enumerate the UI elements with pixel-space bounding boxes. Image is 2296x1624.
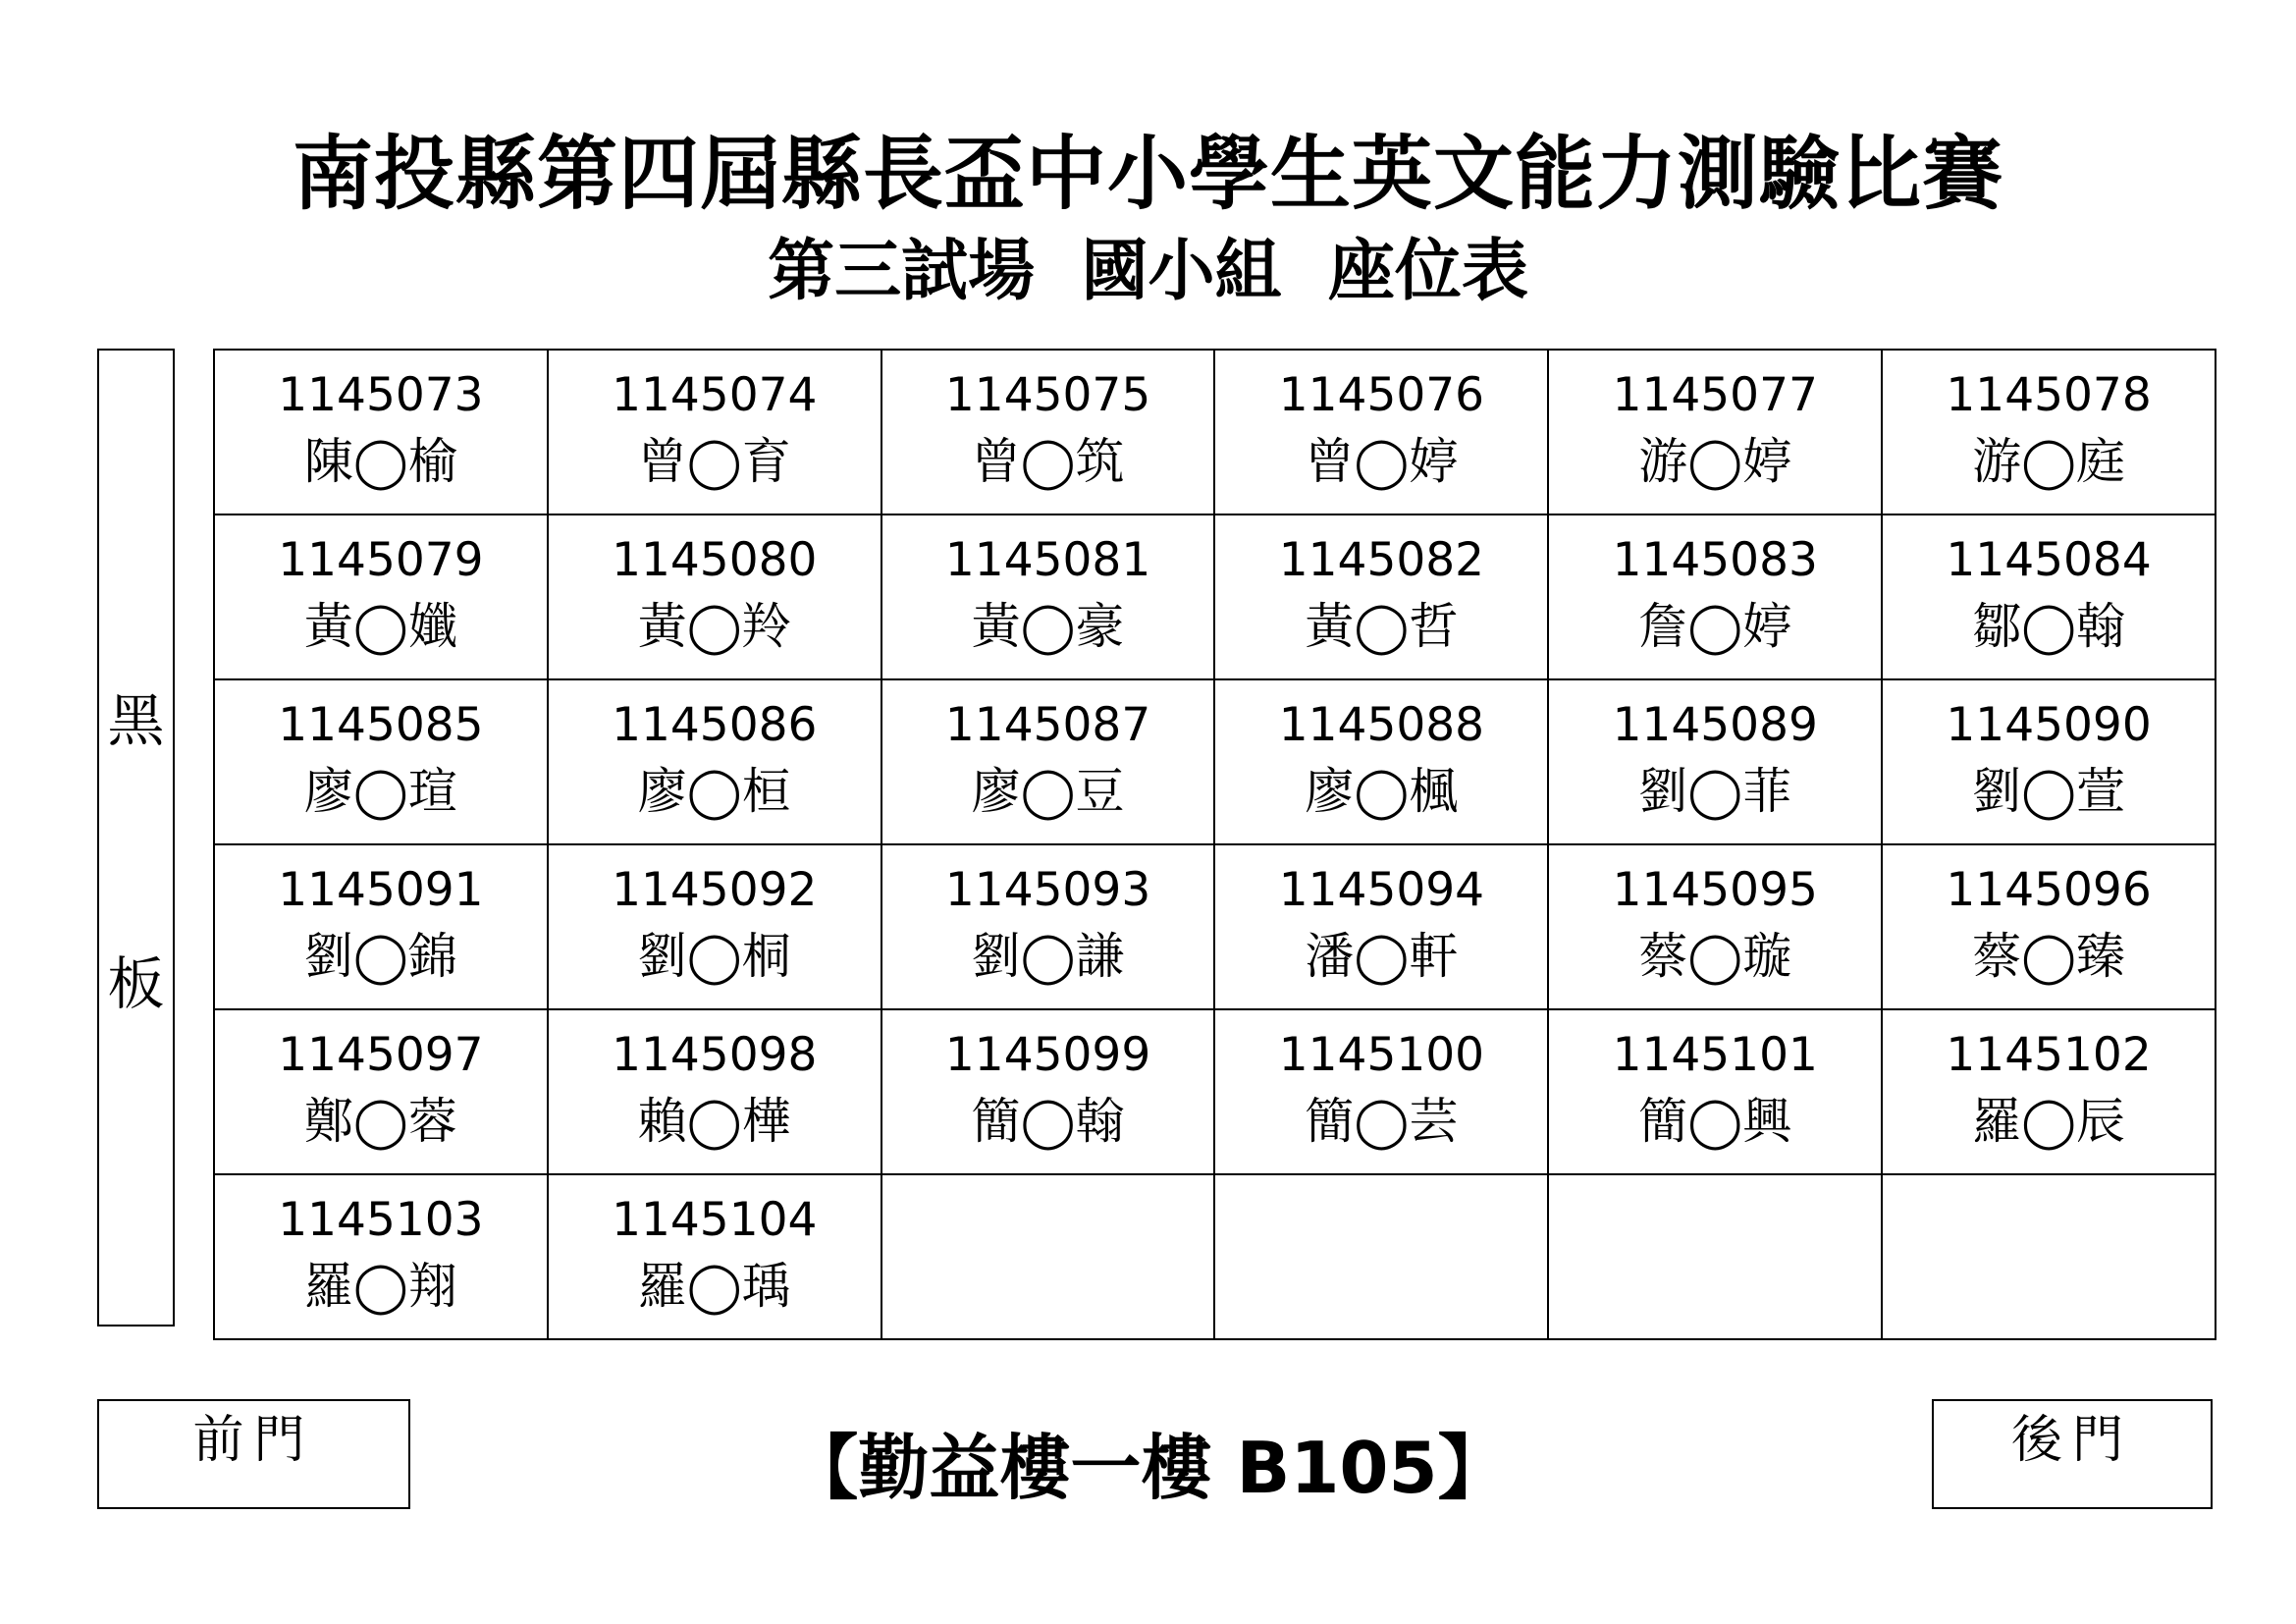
seat-cell (1882, 844, 2216, 1009)
seat-student-id: 1145097 (278, 1028, 484, 1082)
seat-student-id: 1145078 (1946, 368, 2152, 422)
seat-student-id: 1145081 (944, 533, 1151, 587)
seat-cell (1548, 679, 1882, 844)
seat-student-id: 1145093 (944, 863, 1151, 917)
blackboard-label-2: 板 (107, 950, 165, 1017)
seat-student-id: 1145100 (1278, 1028, 1485, 1082)
seat-student-id: 1145074 (612, 368, 818, 422)
seat-student-name: 詹◯婷 (1638, 598, 1792, 655)
seating-chart (213, 349, 2216, 1340)
seat-student-id: 1145090 (1946, 698, 2152, 752)
seat-cell (1548, 350, 1882, 514)
seat-cell (881, 1174, 1215, 1339)
seat-cell (881, 514, 1215, 679)
seat-cell (1882, 679, 2216, 844)
seat-cell (548, 350, 881, 514)
seat-cell (881, 844, 1215, 1009)
seat-student-name: 黃◯孅 (303, 598, 457, 655)
seat-row (214, 1009, 2216, 1174)
seat-student-id: 1145091 (278, 863, 484, 917)
seat-cell (881, 679, 1215, 844)
seat-cell (1214, 844, 1548, 1009)
seat-cell (1882, 1174, 2216, 1339)
seat-cell (1548, 514, 1882, 679)
seat-cell (214, 1009, 548, 1174)
seat-student-id: 1145099 (944, 1028, 1151, 1082)
seat-cell (1882, 350, 2216, 514)
seat-student-id: 1145079 (278, 533, 484, 587)
seat-student-name: 劉◯菲 (1638, 763, 1792, 820)
front-door: 前門 (97, 1399, 410, 1509)
seat-cell (881, 1009, 1215, 1174)
seat-cell (1548, 1174, 1882, 1339)
seat-student-name: 羅◯翔 (303, 1258, 457, 1315)
seat-student-id: 1145088 (1278, 698, 1485, 752)
blackboard-label-1: 黑 (107, 687, 165, 754)
seat-student-name: 劉◯謙 (971, 928, 1125, 985)
seat-student-name: 簡◯芸 (1305, 1093, 1459, 1150)
seat-student-id: 1145084 (1946, 533, 2152, 587)
seat-cell (214, 350, 548, 514)
seat-student-name: 劉◯桐 (637, 928, 791, 985)
seat-student-id: 1145082 (1278, 533, 1485, 587)
seat-cell (1214, 350, 1548, 514)
seat-cell (1882, 514, 2216, 679)
seat-cell (1214, 514, 1548, 679)
seat-student-name: 鄒◯翰 (1972, 598, 2126, 655)
seat-student-id: 1145073 (278, 368, 484, 422)
seat-student-id: 1145075 (944, 368, 1151, 422)
seat-row (214, 1174, 2216, 1339)
seat-row (214, 350, 2216, 514)
seat-student-name: 潘◯軒 (1305, 928, 1459, 985)
seat-cell (214, 514, 548, 679)
seat-student-name: 游◯婷 (1638, 433, 1792, 490)
seat-cell (214, 844, 548, 1009)
page-title: 南投縣第四屆縣長盃中小學生英文能力測驗比賽 (292, 128, 2003, 221)
seat-row (214, 679, 2216, 844)
seat-student-name: 賴◯樺 (637, 1093, 791, 1150)
seat-student-id: 1145080 (612, 533, 818, 587)
seat-cell (548, 514, 881, 679)
seat-student-id: 1145085 (278, 698, 484, 752)
seat-student-id: 1145102 (1946, 1028, 2152, 1082)
seat-student-name: 劉◯錦 (303, 928, 457, 985)
seat-student-id: 1145077 (1612, 368, 1818, 422)
seat-student-id: 1145087 (944, 698, 1151, 752)
seat-student-name: 游◯庭 (1972, 433, 2126, 490)
seat-student-name: 廖◯楓 (1305, 763, 1459, 820)
seat-cell (1882, 1009, 2216, 1174)
seat-student-name: 蔡◯臻 (1972, 928, 2126, 985)
seat-student-id: 1145095 (1612, 863, 1818, 917)
seat-cell (1548, 844, 1882, 1009)
room-location: 【勤益樓一樓 B105】 (787, 1427, 1509, 1509)
seat-student-id: 1145089 (1612, 698, 1818, 752)
seat-student-name: 廖◯豆 (971, 763, 1125, 820)
seat-student-name: 劉◯萱 (1972, 763, 2126, 820)
seat-cell (548, 844, 881, 1009)
seat-student-name: 簡◯翰 (971, 1093, 1125, 1150)
seat-student-name: 曾◯婷 (1305, 433, 1459, 490)
seat-row (214, 514, 2216, 679)
seat-student-name: 曾◯筑 (971, 433, 1125, 490)
seat-cell (548, 1174, 881, 1339)
seat-cell (214, 1174, 548, 1339)
seat-student-id: 1145104 (612, 1193, 818, 1247)
seat-student-name: 蔡◯璇 (1638, 928, 1792, 985)
seat-student-name: 鄭◯蓉 (303, 1093, 457, 1150)
seat-student-name: 羅◯瑀 (637, 1258, 791, 1315)
seat-student-name: 黃◯羚 (637, 598, 791, 655)
seat-student-name: 陳◯榆 (303, 433, 457, 490)
seat-student-name: 廖◯桓 (637, 763, 791, 820)
seat-student-id: 1145094 (1278, 863, 1485, 917)
seat-cell (1214, 679, 1548, 844)
seat-cell (881, 350, 1215, 514)
seat-student-id: 1145076 (1278, 368, 1485, 422)
seat-student-id: 1145098 (612, 1028, 818, 1082)
seat-student-id: 1145103 (278, 1193, 484, 1247)
seat-student-name: 簡◯興 (1638, 1093, 1792, 1150)
blackboard (97, 349, 175, 1326)
seat-cell (1214, 1174, 1548, 1339)
seat-student-name: 黃◯哲 (1305, 598, 1459, 655)
seat-cell (214, 679, 548, 844)
seat-student-name: 廖◯瑄 (303, 763, 457, 820)
page-subtitle: 第三試場 國小組 座位表 (768, 232, 1528, 310)
seat-student-id: 1145092 (612, 863, 818, 917)
seat-student-id: 1145101 (1612, 1028, 1818, 1082)
seat-student-name: 曾◯育 (637, 433, 791, 490)
seat-cell (1214, 1009, 1548, 1174)
seat-student-id: 1145083 (1612, 533, 1818, 587)
seat-student-id: 1145086 (612, 698, 818, 752)
seat-row (214, 844, 2216, 1009)
back-door: 後門 (1932, 1399, 2213, 1509)
seat-cell (1548, 1009, 1882, 1174)
seat-student-name: 羅◯辰 (1972, 1093, 2126, 1150)
seat-student-name: 黃◯豪 (971, 598, 1125, 655)
seat-cell (548, 1009, 881, 1174)
seat-student-id: 1145096 (1946, 863, 2152, 917)
seat-cell (548, 679, 881, 844)
